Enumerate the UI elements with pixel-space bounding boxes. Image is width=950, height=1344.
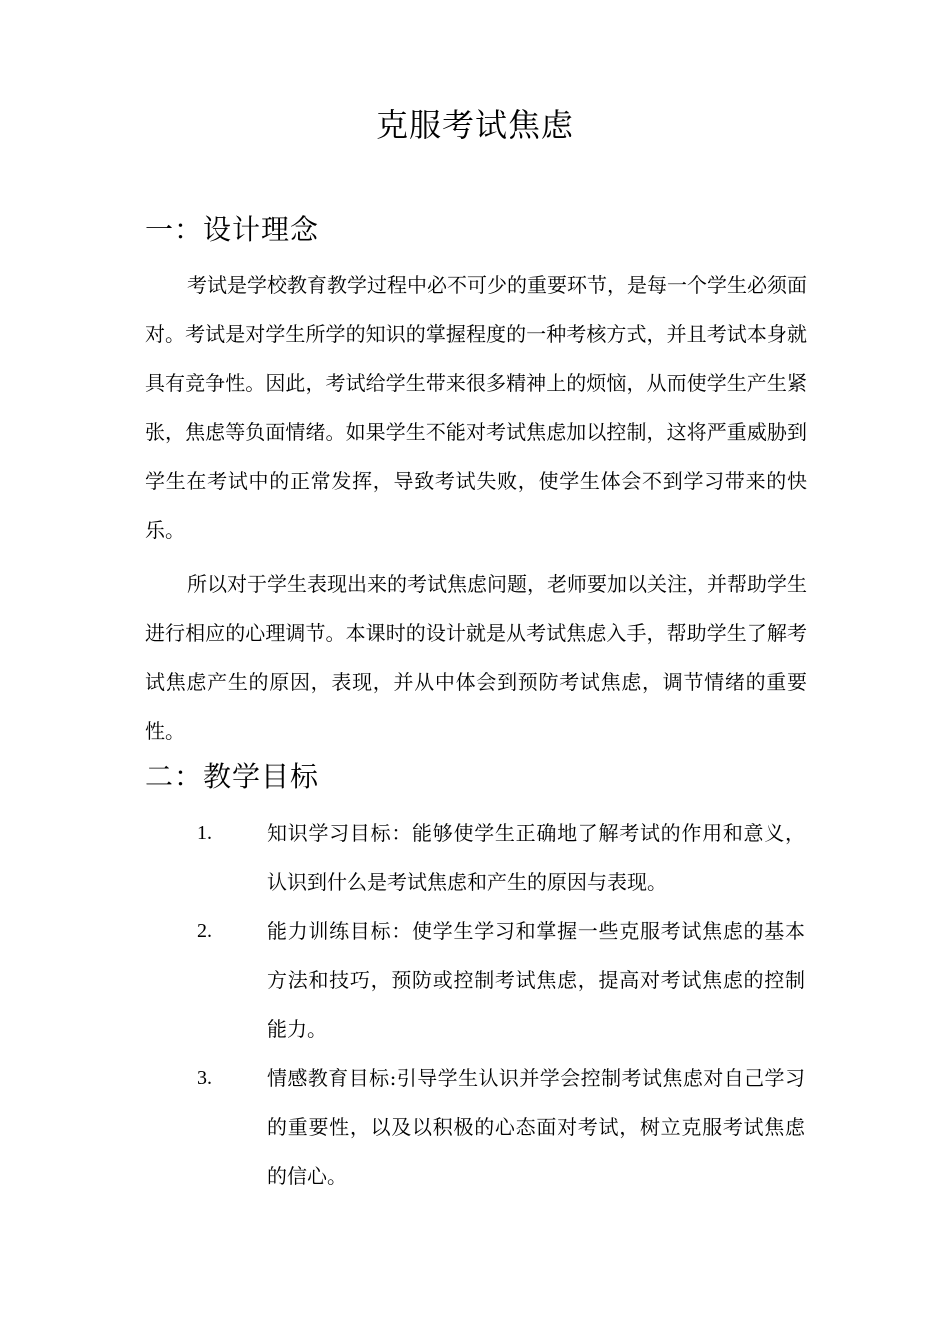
list-item-number: 2. (197, 920, 212, 942)
document-title: 克服考试焦虑 (375, 106, 574, 144)
list-item-text: 情感教育目标:引导学生认识并学会控制考试焦虑对自己学习的重要性，以及以积极的心态面对考试，树立克服考试焦虑的信心。 (267, 1066, 805, 1188)
paragraph-design-concept-2: 所以对于学生表现出来的考试焦虑问题，老师要加以关注，并帮助学生进行相应的心理调节。本课时的设计就是从考试焦虑入手，帮助学生了解考试焦虑产生的原因，表现，并从中体会到预防考试焦虑，调节情绪的重要性。 (145, 572, 807, 743)
list-item-number: 3. (197, 1067, 212, 1089)
section-heading-design-concept: 一：设计理念 (145, 213, 320, 246)
list-item-text: 能力训练目标：使学生学习和掌握一些克服考试焦虑的基本方法和技巧，预防或控制考试焦虑，提高对考试焦虑的控制能力。 (267, 919, 805, 1041)
list-item-text: 知识学习目标：能够使学生正确地了解考试的作用和意义，认识到什么是考试焦虑和产生的原因与表现。 (267, 821, 805, 894)
paragraph-design-concept-1: 考试是学校教育教学过程中必不可少的重要环节，是每一个学生必须面对。考试是对学生所学的知识的掌握程度的一种考核方式，并且考试本身就具有竞争性。因此，考试给学生带来很多精神上的烦恼，从而使学生产生紧张，焦虑等负面情绪。如果学生不能对考试焦虑加以控制，这将严重威胁到学生在考试中的正常发挥，导致考试失败，使学生体会不到学习带来的快乐。 (145, 273, 807, 542)
section-heading-teaching-goals: 二：教学目标 (145, 760, 320, 793)
list-item-number: 1. (197, 822, 212, 844)
